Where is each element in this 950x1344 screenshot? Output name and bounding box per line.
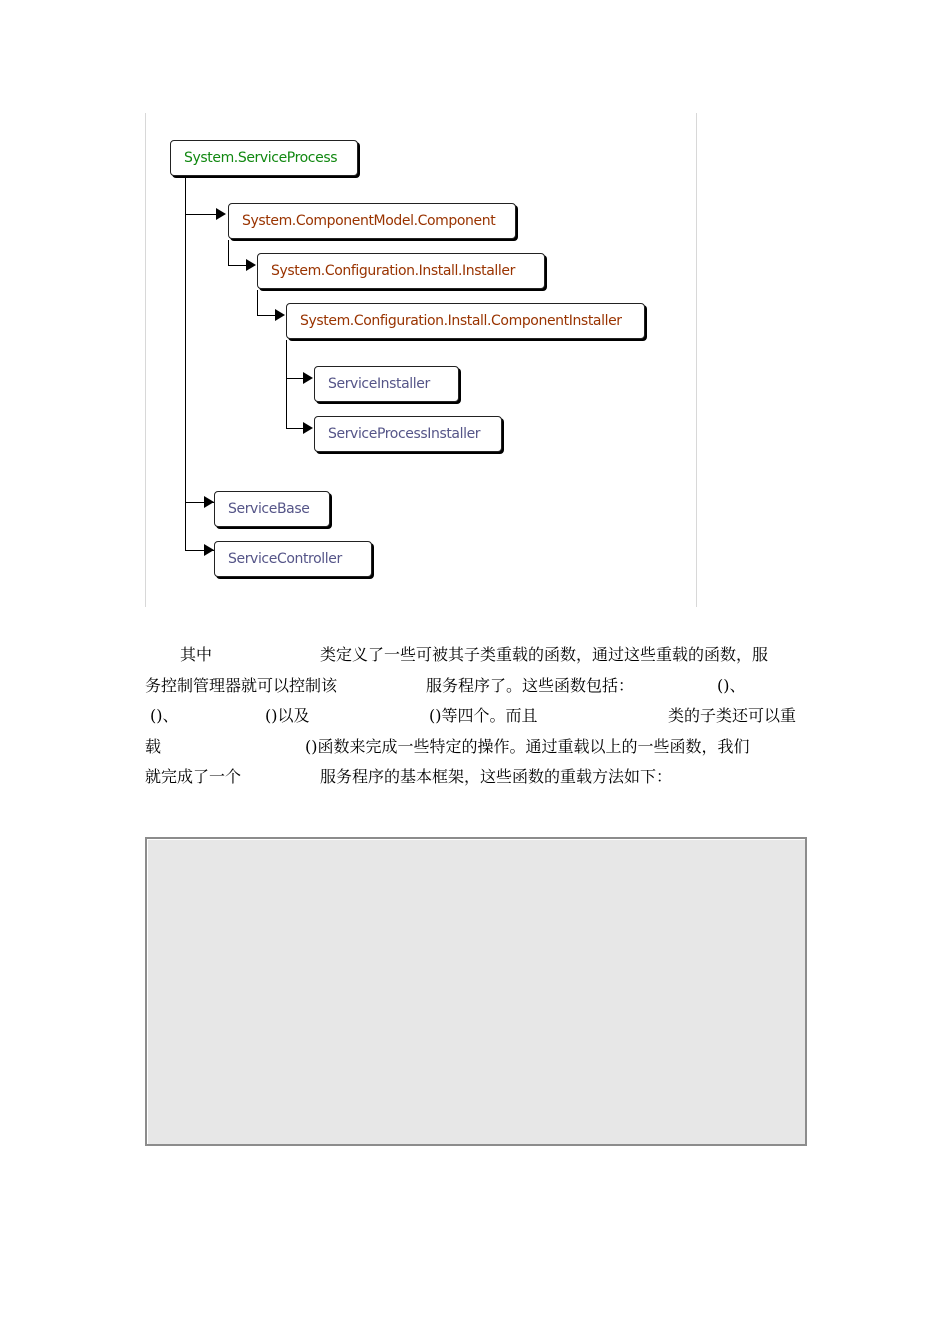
arrow-icon: [216, 208, 226, 220]
node-component: System.ComponentModel.Component: [228, 203, 516, 239]
connector-installer-trunk: [257, 290, 258, 315]
arrow-icon: [204, 544, 214, 556]
text-segment: 类的子类还可以重: [668, 706, 797, 725]
arrow-icon: [275, 309, 285, 321]
text-segment: ()以及: [265, 706, 310, 725]
text-segment: 务控制管理器就可以控制该: [145, 675, 338, 695]
text-segment: 载: [145, 736, 162, 756]
connector-to-serviceprocessinstaller: [286, 428, 304, 429]
node-componentinstaller: System.Configuration.Install.ComponentInstaller: [286, 303, 645, 339]
arrow-icon: [246, 259, 256, 271]
class-hierarchy-diagram: [145, 113, 697, 607]
connector-componentinstaller-trunk: [286, 340, 287, 429]
text-segment: 其中: [180, 645, 213, 664]
text-segment: ()、: [150, 706, 179, 725]
node-serviceprocessinstaller: ServiceProcessInstaller: [314, 416, 502, 452]
frame-left-border: [145, 113, 146, 607]
text-segment: 类定义了一些可被其子类重载的函数，通过这些重载的函数，服: [320, 645, 769, 664]
body-paragraph: [145, 640, 810, 793]
text-segment: 就完成了一个: [145, 767, 242, 786]
connector-root-trunk: [185, 177, 186, 551]
text-segment: ()函数来完成一些特定的操作。通过重载以上的一些函数，我们: [305, 736, 750, 756]
paragraph-line: [145, 701, 810, 732]
text-segment: ()等四个。而且: [429, 706, 538, 725]
connector-to-component: [185, 214, 217, 215]
connector-component-trunk: [228, 240, 229, 265]
connector-to-serviceinstaller: [286, 378, 304, 379]
text-segment: 服务程序了。这些函数包括：: [426, 675, 635, 695]
arrow-icon: [303, 422, 313, 434]
node-servicebase: ServiceBase: [214, 491, 330, 527]
paragraph-line: [145, 732, 810, 763]
node-installer: System.Configuration.Install.Installer: [257, 253, 545, 289]
node-servicecontroller: ServiceController: [214, 541, 372, 577]
text-segment: 服务程序的基本框架，这些函数的重载方法如下：: [320, 767, 673, 786]
arrow-icon: [204, 496, 214, 508]
text-segment: ()、: [717, 675, 746, 695]
node-serviceinstaller: ServiceInstaller: [314, 366, 459, 402]
paragraph-line: [145, 762, 810, 793]
arrow-icon: [303, 372, 313, 384]
frame-right-border: [696, 113, 697, 607]
connector-to-componentinstaller: [257, 315, 277, 316]
connector-to-installer: [228, 265, 248, 266]
node-system-serviceprocess: System.ServiceProcess: [170, 140, 358, 176]
code-block: [145, 837, 807, 1146]
paragraph-line: [145, 640, 810, 671]
paragraph-line: [145, 671, 810, 702]
